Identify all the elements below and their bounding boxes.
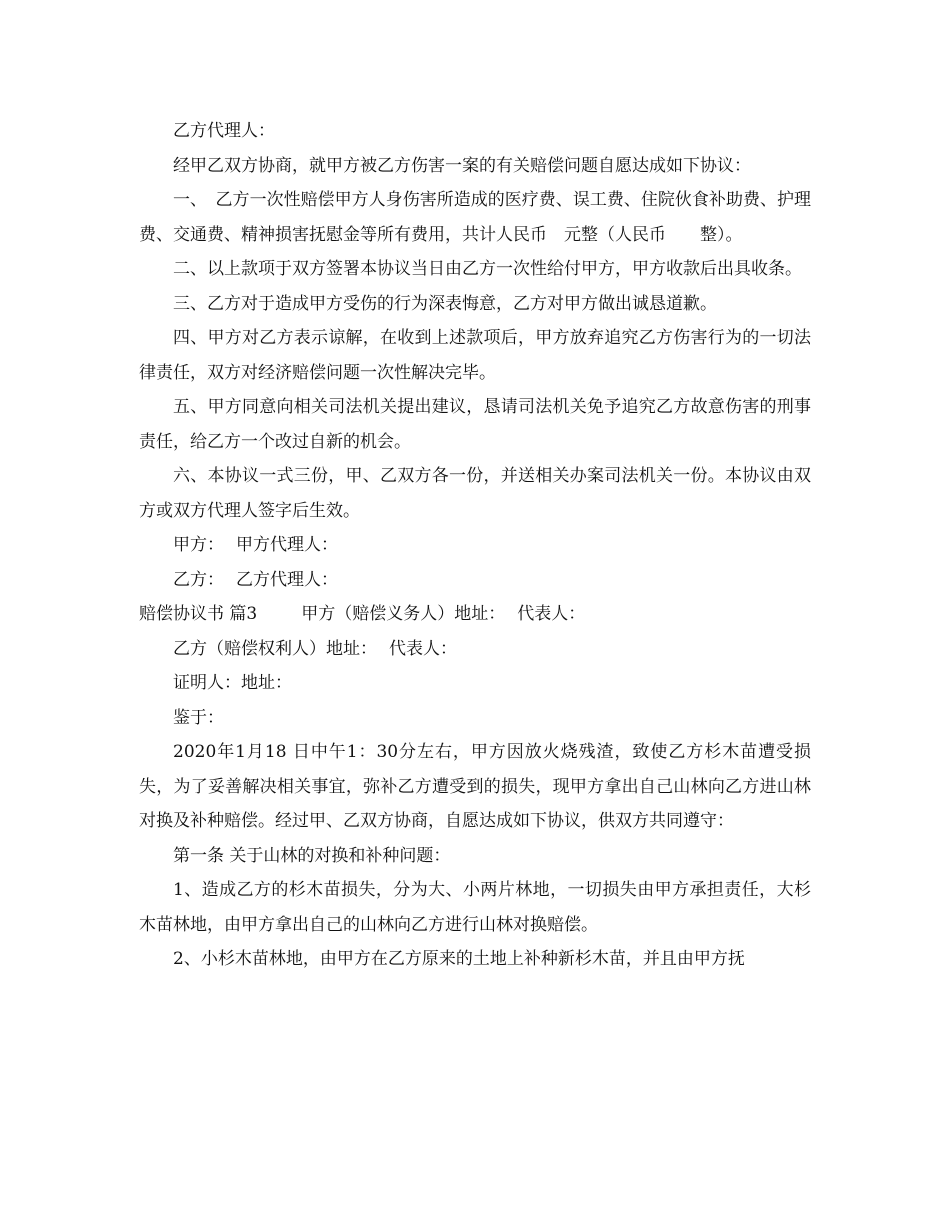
party-b-agent-label: 乙方代理人： bbox=[236, 569, 338, 590]
party-a-representative-label: 代表人： bbox=[517, 604, 586, 624]
paragraph: 四、甲方对乙方表示谅解，在收到上述款项后，甲方放弃追究乙方伤害行为的一切法律责任，双方对经济赔偿问题一次性解决完毕。 bbox=[139, 328, 811, 383]
paragraph: 六、本协议一式三份，甲、乙双方各一份，并送相关办案司法机关一份。本协议由双方或双方代理人签字后生效。 bbox=[139, 466, 811, 521]
signature-line-party-a bbox=[139, 528, 811, 563]
paragraph: 二、以上款项于双方签署本协议当日由乙方一次性给付甲方，甲方收款后出具收条。 bbox=[173, 259, 802, 279]
party-a-address-label: 甲方（赔偿义务人）地址： bbox=[301, 604, 506, 624]
document-body bbox=[139, 114, 811, 977]
party-b-address-line bbox=[139, 632, 811, 667]
paragraph: 一、 乙方一次性赔偿甲方人身伤害所造成的医疗费、误工费、住院伙食补助费、护理费、交通费、精神损害抚慰金等所有费用，共计人民币 元整（人民币 整）。 bbox=[139, 190, 811, 245]
paragraph: 经甲乙双方协商，就甲方被乙方伤害一案的有关赔偿问题自愿达成如下协议： bbox=[173, 155, 751, 176]
signature-line-party-b bbox=[139, 563, 811, 598]
paragraph: 1、造成乙方的杉木苗损失，分为大、小两片林地，一切损失由甲方承担责任，大杉木苗林地，由甲方拿出自己的山林向乙方进行山林对换赔偿。 bbox=[139, 880, 811, 935]
section-heading: 赔偿协议书 篇3 bbox=[139, 604, 258, 624]
paragraph: 2、小杉木苗林地，由甲方在乙方原来的土地上补种新杉木苗，并且由甲方抚 bbox=[173, 949, 745, 969]
paragraph: 三、乙方对于造成甲方受伤的行为深表悔意，乙方对甲方做出诚恳道歉。 bbox=[173, 293, 717, 314]
paragraph: 乙方代理人： bbox=[173, 121, 275, 141]
section-3-heading-line bbox=[139, 597, 811, 632]
paragraph: 2020年1月18 日中午1：30分左右，甲方因放火烧残渣，致使乙方杉木苗遭受损失，为了妥善解决相关事宜，弥补乙方遭受到的损失，现甲方拿出自己山林向乙方进山林对换及补种赔偿。经过甲、乙双方协商，自愿达成如下协议，供双方共同遵守： bbox=[139, 742, 811, 831]
article-heading: 第一条 关于山林的对换和补种问题： bbox=[173, 845, 451, 866]
party-b-label: 乙方： bbox=[173, 569, 224, 590]
party-a-agent-label: 甲方代理人： bbox=[236, 535, 338, 555]
paragraph: 五、甲方同意向相关司法机关提出建议，恳请司法机关免予追究乙方故意伤害的刑事责任，给乙方一个改过自新的机会。 bbox=[139, 397, 811, 452]
party-b-address-label: 乙方（赔偿权利人）地址： bbox=[173, 638, 377, 659]
party-a-label: 甲方： bbox=[173, 535, 224, 555]
whereas-line: 鉴于： bbox=[173, 707, 224, 728]
witness-line: 证明人：地址： bbox=[173, 673, 292, 693]
party-b-representative-label: 代表人： bbox=[389, 638, 457, 659]
